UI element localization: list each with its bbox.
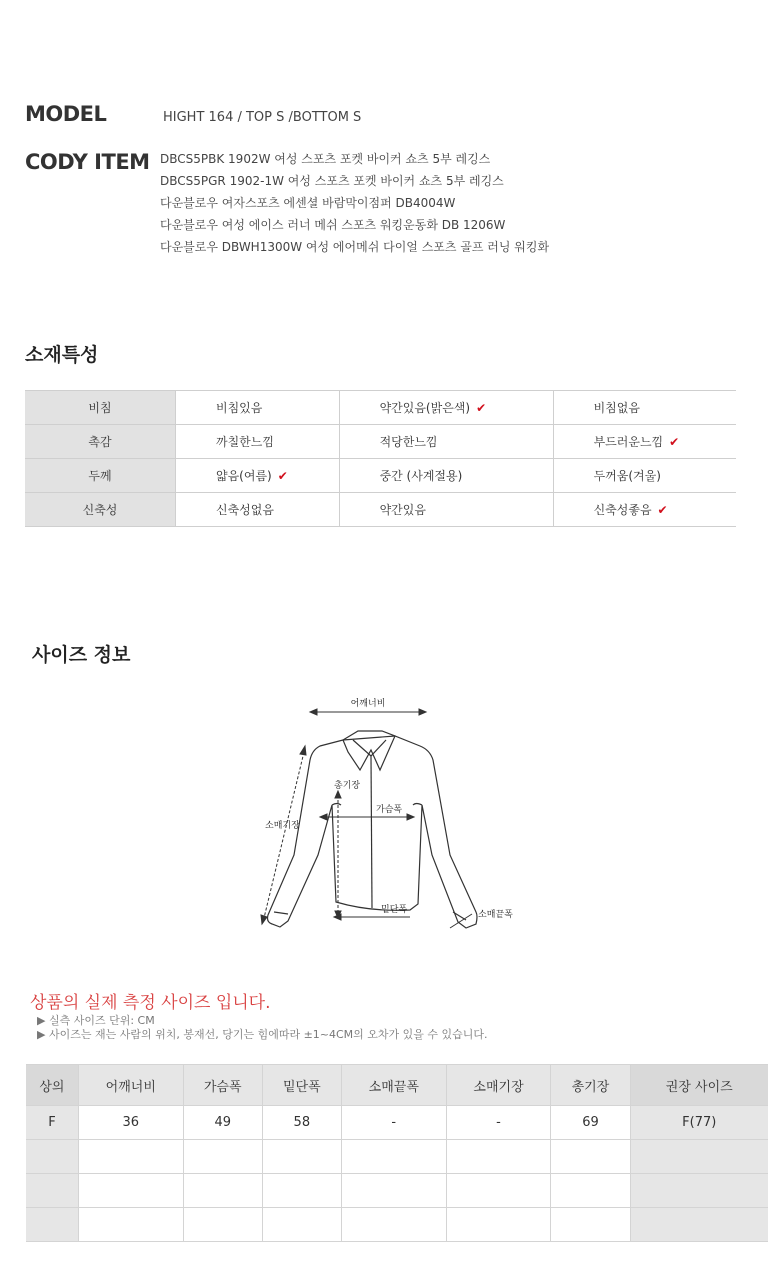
garment-measurement-diagram — [240, 690, 540, 950]
size-table-header-cell: 밑단폭 — [262, 1065, 341, 1106]
size-table-cell: 58 — [262, 1106, 341, 1140]
checkmark-icon: ✔ — [669, 435, 680, 449]
cody-item: DBCS5PBK 1902W 여성 스포츠 포켓 바이커 쇼츠 5부 레깅스 — [160, 152, 491, 166]
material-row — [25, 459, 736, 493]
size-table-header — [26, 1065, 768, 1106]
material-option — [176, 391, 340, 425]
material-table — [25, 390, 736, 527]
size-notice-line: ▶ 실측 사이즈 단위: CM — [37, 1014, 155, 1027]
size-section-title: 사이즈 정보 — [32, 644, 131, 666]
cody-item-list — [160, 150, 549, 260]
material-attribute-name: 촉감 — [25, 425, 176, 459]
material-row — [25, 493, 736, 527]
sleeve-length-label: 소매기장 — [265, 821, 300, 831]
material-option-label: 약간있음(밝은색) — [379, 401, 471, 415]
size-table-cell — [183, 1208, 262, 1242]
size-table-cell — [630, 1208, 768, 1242]
material-option-label: 비침있음 — [216, 401, 263, 415]
model-measurements: HIGHT 164 / TOP S /BOTTOM S — [163, 110, 362, 125]
size-table-cell — [630, 1140, 768, 1174]
hem-label: 밑단폭 — [381, 905, 408, 915]
material-option — [339, 459, 553, 493]
size-table-cell: - — [446, 1106, 551, 1140]
size-table — [26, 1064, 768, 1242]
chest-label: 가슴폭 — [376, 805, 403, 815]
size-table-cell — [78, 1140, 183, 1174]
shoulder-label: 어깨너비 — [350, 699, 386, 709]
size-table-cell — [26, 1140, 78, 1174]
size-notice-line: ▶ 사이즈는 재는 사람의 위치, 봉재선, 당기는 힘에따라 ±1~4CM의 오차가 있을 수 있습니다. — [37, 1028, 488, 1041]
material-row — [25, 425, 736, 459]
size-table-cell — [183, 1174, 262, 1208]
size-table-header-cell: 상의 — [26, 1065, 78, 1106]
size-table-cell — [446, 1208, 551, 1242]
material-section-title: 소재특성 — [25, 344, 99, 366]
size-table-cell — [26, 1208, 78, 1242]
cody-item-label: CODY ITEM — [25, 150, 150, 174]
material-option — [176, 425, 340, 459]
size-table-header-cell: 총기장 — [551, 1065, 630, 1106]
material-option — [553, 391, 736, 425]
checkmark-icon: ✔ — [277, 469, 288, 483]
material-option-label: 부드러운느낌 — [593, 435, 664, 449]
size-table-cell — [446, 1174, 551, 1208]
cody-item: 다운블로우 여자스포츠 에센셜 바람막이점퍼 DB4004W — [160, 196, 456, 210]
material-option-label: 비침없음 — [593, 401, 640, 415]
material-attribute-name: 신축성 — [25, 493, 176, 527]
material-option — [176, 493, 340, 527]
material-option-label: 신축성없음 — [216, 503, 274, 517]
size-table-row — [26, 1174, 768, 1208]
size-table-cell — [262, 1174, 341, 1208]
size-table-header-cell: 어깨너비 — [78, 1065, 183, 1106]
size-table-cell — [78, 1208, 183, 1242]
size-table-cell: F(77) — [630, 1106, 768, 1140]
size-table-cell: 49 — [183, 1106, 262, 1140]
material-option-label: 까칠한느낌 — [216, 435, 274, 449]
checkmark-icon: ✔ — [476, 401, 487, 415]
length-label: 총기장 — [334, 781, 361, 791]
size-table-cell — [78, 1174, 183, 1208]
size-table-cell — [26, 1174, 78, 1208]
size-table-row — [26, 1106, 768, 1140]
size-table-header-cell: 소매기장 — [446, 1065, 551, 1106]
size-table-row — [26, 1140, 768, 1174]
size-table-header-cell: 소매끝폭 — [341, 1065, 446, 1106]
model-label: MODEL — [25, 102, 107, 126]
measure-arrows — [261, 709, 472, 928]
cody-item: 다운블로우 DBWH1300W 여성 에어메쉬 다이얼 스포츠 골프 러닝 워킹화 — [160, 240, 550, 254]
size-table-cell: F — [26, 1106, 78, 1140]
checkmark-icon: ✔ — [657, 503, 668, 517]
size-table-cell — [262, 1208, 341, 1242]
cody-item: 다운블로우 여성 에이스 러너 메쉬 스포츠 워킹운동화 DB 1206W — [160, 218, 506, 232]
material-option — [553, 425, 736, 459]
material-option-label: 중간 (사계절용) — [379, 469, 463, 483]
material-option-label: 신축성좋음 — [593, 503, 652, 517]
size-table-cell — [262, 1140, 341, 1174]
size-table-cell — [446, 1140, 551, 1174]
size-table-cell — [183, 1140, 262, 1174]
material-option-label: 적당한느낌 — [379, 435, 438, 449]
material-option-label: 약간있음 — [379, 503, 426, 517]
material-option-label: 얇음(여름) — [216, 469, 272, 483]
size-table-cell — [341, 1208, 446, 1242]
material-row — [25, 391, 736, 425]
size-table-header-cell: 가슴폭 — [183, 1065, 262, 1106]
size-table-header-cell: 권장 사이즈 — [630, 1065, 768, 1106]
size-table-row — [26, 1208, 768, 1242]
size-table-cell: 69 — [551, 1106, 630, 1140]
material-option — [553, 493, 736, 527]
size-notice-title: 상품의 실제 측정 사이즈 입니다. — [30, 993, 271, 1013]
size-table-cell — [630, 1174, 768, 1208]
size-table-cell — [341, 1140, 446, 1174]
material-option — [339, 391, 553, 425]
size-table-cell — [551, 1208, 630, 1242]
material-attribute-name: 비침 — [25, 391, 176, 425]
material-option — [176, 459, 340, 493]
size-table-cell — [341, 1174, 446, 1208]
size-table-cell: 36 — [78, 1106, 183, 1140]
cody-item: DBCS5PGR 1902-1W 여성 스포츠 포켓 바이커 쇼츠 5부 레깅스 — [160, 174, 504, 188]
size-table-cell: - — [341, 1106, 446, 1140]
material-attribute-name: 두께 — [25, 459, 176, 493]
material-option-label: 두꺼움(겨울) — [593, 469, 661, 483]
material-option — [339, 425, 553, 459]
material-option — [553, 459, 736, 493]
size-table-cell — [551, 1140, 630, 1174]
cuff-label: 소매끝폭 — [478, 910, 513, 920]
size-table-cell — [551, 1174, 630, 1208]
material-option — [339, 493, 553, 527]
